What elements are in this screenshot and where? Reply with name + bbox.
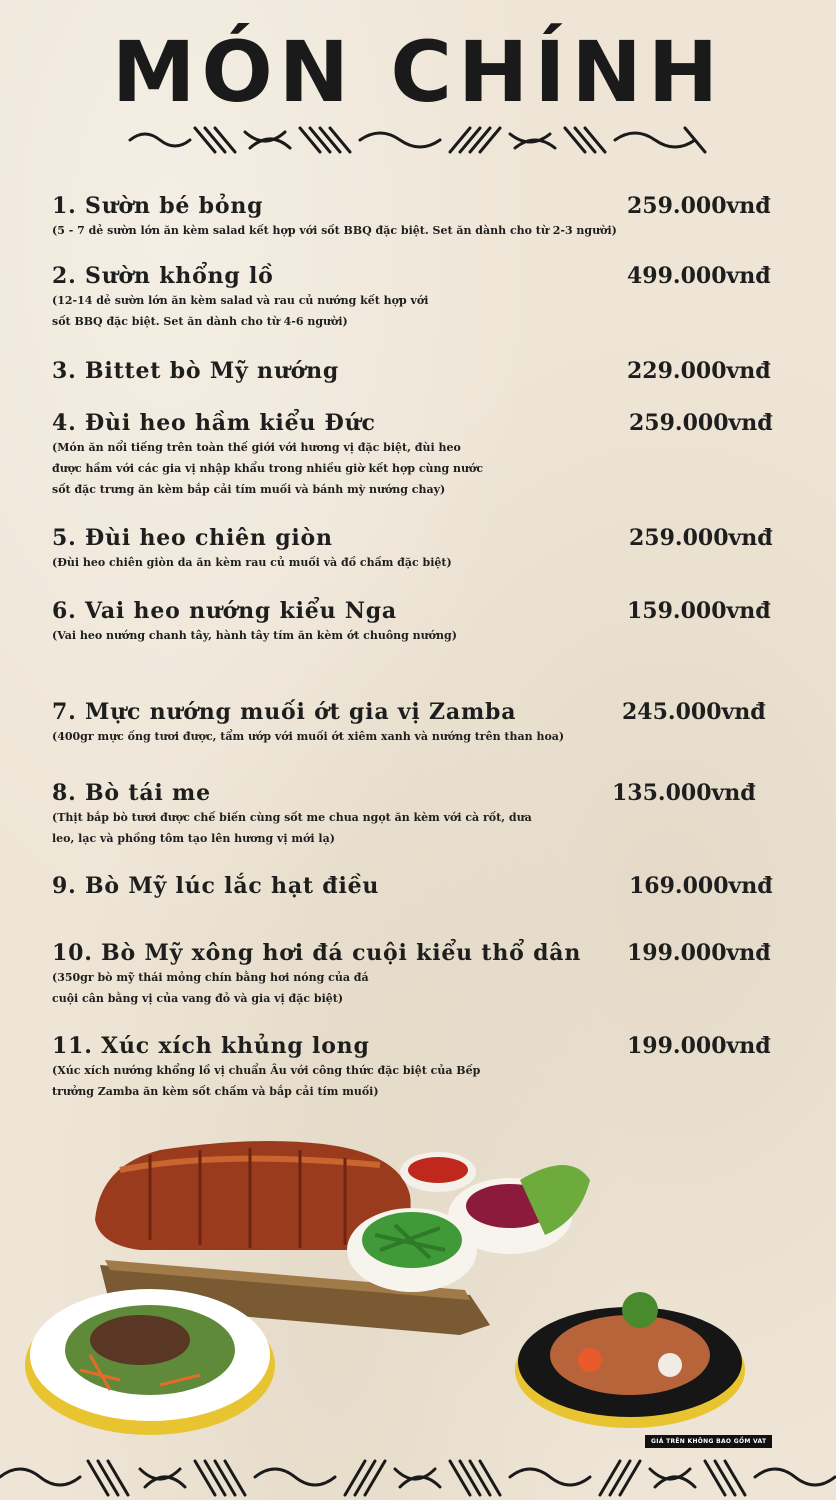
item-name: 9. Bò Mỹ lúc lắc hạt điều — [52, 873, 380, 899]
item-price: 169.000vnđ — [629, 873, 773, 899]
item-name: 7. Mực nướng muối ớt gia vị Zamba — [52, 699, 517, 725]
item-description: (12-14 dẻ sườn lớn ăn kèm salad và rau củ nướng kết hợp với sốt BBQ đặc biệt. Set ăn dành cho từ 4-6 người) — [52, 294, 429, 328]
item-price: 135.000vnđ — [612, 780, 756, 806]
beef-salad-photo — [25, 1289, 275, 1435]
item-price: 229.000vnđ — [627, 358, 771, 384]
item-price: 499.000vnđ — [627, 263, 771, 289]
vat-footnote: GIÁ TRÊN KHÔNG BAO GỒM VAT — [645, 1435, 772, 1448]
item-name: 8. Bò tái me — [52, 780, 211, 806]
item-price: 259.000vnđ — [629, 525, 773, 551]
item-name: 1. Sườn bé bỏng — [52, 193, 264, 219]
item-description: (5 - 7 dẻ sườn lớn ăn kèm salad kết hợp với sốt BBQ đặc biệt. Set ăn dành cho từ 2-3 người) — [52, 224, 617, 237]
item-price: 259.000vnđ — [629, 410, 773, 436]
menu-item — [52, 699, 772, 747]
squid-dish-photo — [515, 1292, 745, 1428]
menu-item — [52, 598, 772, 646]
item-name: 6. Vai heo nướng kiểu Nga — [52, 598, 397, 624]
item-name: 5. Đùi heo chiên giòn — [52, 525, 333, 551]
item-name: 10. Bò Mỹ xông hơi đá cuội kiểu thổ dân — [52, 940, 582, 966]
item-price: 259.000vnđ — [627, 193, 771, 219]
item-description: (Đùi heo chiên giòn da ăn kèm rau củ muối và đồ chấm đặc biệt) — [52, 556, 452, 569]
tribal-border-bottom — [0, 1455, 836, 1500]
item-price: 245.000vnđ — [622, 699, 766, 725]
menu-item — [52, 780, 772, 849]
item-description: (350gr bò mỹ thái mỏng chín bằng hơi nóng của đá cuội cân bằng vị của vang đỏ và gia vị đặc biệt) — [52, 971, 369, 1005]
item-name: 2. Sườn khổng lồ — [52, 263, 274, 289]
item-description: (Thịt bắp bò tươi được chế biến cùng sốt me chua ngọt ăn kèm với cà rốt, dưa leo, lạc và phồng tôm tạo lên hương vị mới lạ) — [52, 811, 532, 845]
menu-item — [52, 358, 772, 384]
item-name: 4. Đùi heo hầm kiểu Đức — [52, 410, 376, 436]
menu-item — [52, 940, 772, 1009]
menu-item — [52, 525, 772, 573]
menu-item — [52, 873, 772, 899]
item-description: (400gr mực ống tươi được, tẩm ướp với muối ớt xiêm xanh và nướng trên than hoa) — [52, 730, 565, 743]
menu-item — [52, 410, 772, 500]
menu-item — [52, 193, 772, 241]
item-price: 199.000vnđ — [627, 940, 771, 966]
tribal-divider-top — [125, 120, 715, 160]
item-name: 3. Bittet bò Mỹ nướng — [52, 358, 340, 384]
item-price: 199.000vnđ — [627, 1033, 771, 1059]
item-description: (Xúc xích nướng khổng lồ vị chuẩn Âu với công thức đặc biệt của Bếp trưởng Zamba ăn kèm sốt chấm và bắp cải tím muối) — [52, 1064, 481, 1098]
item-name: 11. Xúc xích khủng long — [52, 1033, 370, 1059]
menu-item — [52, 263, 772, 332]
item-price: 159.000vnđ — [627, 598, 771, 624]
page-title: MÓN CHÍNH — [111, 23, 725, 121]
food-photos — [0, 1140, 836, 1440]
menu-item — [52, 1033, 772, 1102]
item-description: (Món ăn nổi tiếng trên toàn thế giới với hương vị đặc biệt, đùi heo được hầm với các gia vị nhập khẩu trong nhiều giờ kết hợp cùng nước sốt đặc trưng ăn kèm bắp cải tím muối và bánh mỳ nướng chay) — [52, 441, 484, 496]
item-description: (Vai heo nướng chanh tây, hành tây tím ăn kèm ớt chuông nướng) — [52, 629, 457, 642]
